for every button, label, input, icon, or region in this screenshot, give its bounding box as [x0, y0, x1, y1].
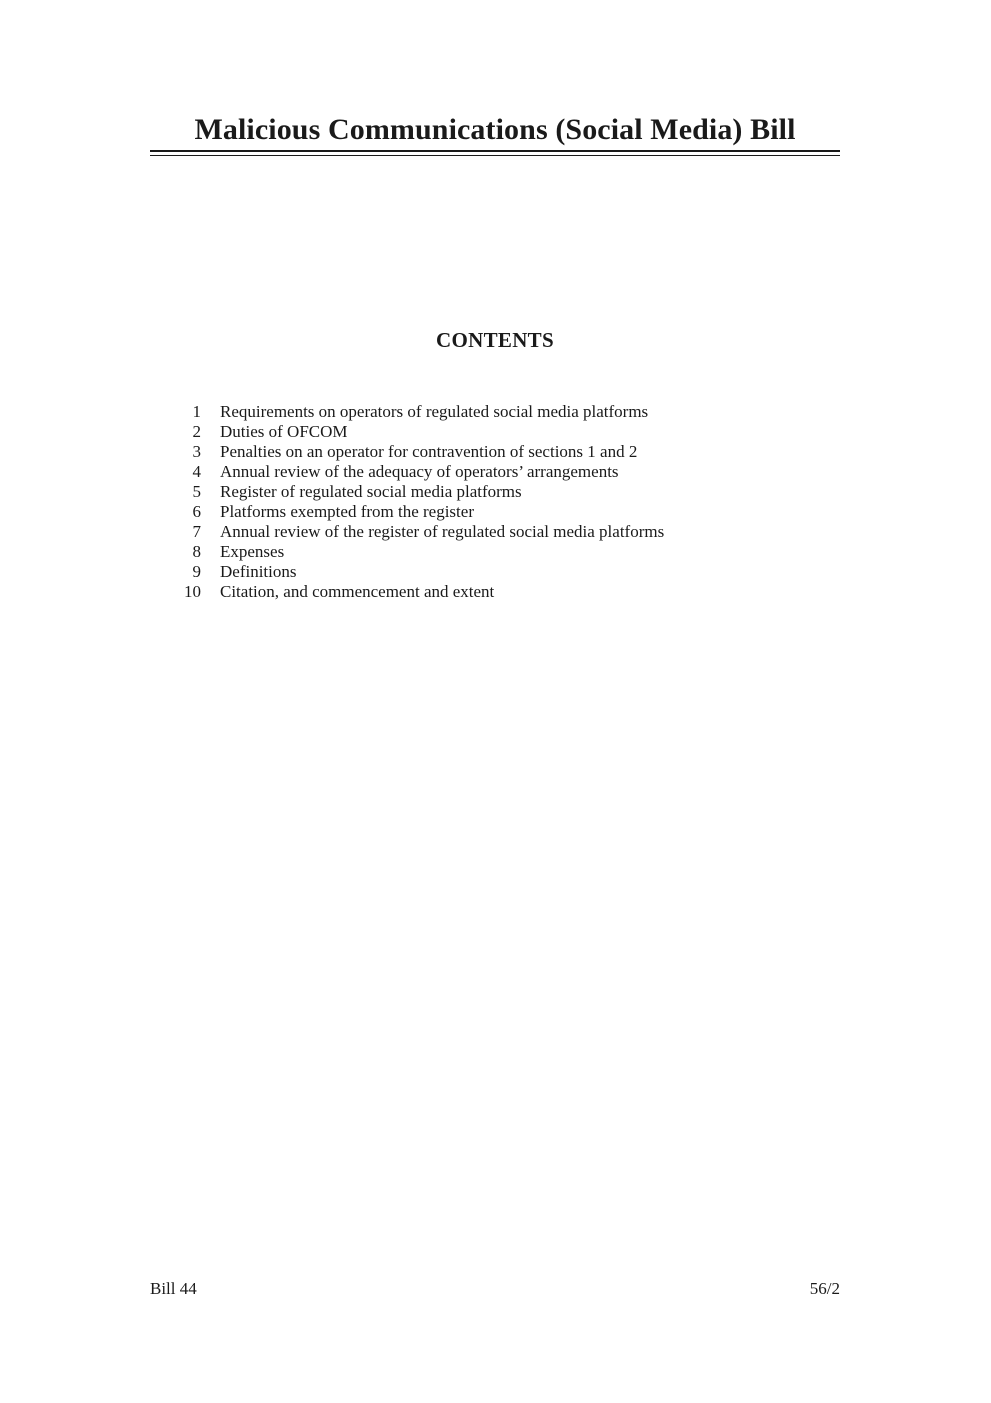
page-title: Malicious Communications (Social Media) Bill: [194, 113, 796, 146]
contents-entry-text: Expenses: [220, 542, 285, 561]
contents-entry: [170, 542, 810, 562]
contents-entry-text: Platforms exempted from the register: [220, 502, 474, 521]
contents-entry-text: Requirements on operators of regulated social media platforms: [220, 402, 649, 421]
contents-entry-number: 2: [192, 422, 201, 441]
contents-entry-text: Definitions: [220, 562, 297, 581]
contents-list: [170, 402, 810, 602]
contents-entry-number: 1: [192, 402, 201, 421]
title-rule-thin: [150, 155, 840, 156]
footer-bill-label: Bill 44: [150, 1279, 197, 1298]
contents-entry: [170, 462, 810, 482]
contents-heading: CONTENTS: [436, 328, 554, 352]
contents-entry: [170, 482, 810, 502]
contents-entry-text: Duties of OFCOM: [220, 422, 348, 441]
footer-bill-number: 56/2: [809, 1279, 840, 1298]
contents-entry: [170, 442, 810, 462]
contents-entry-text: Register of regulated social media platforms: [220, 482, 522, 501]
contents-entry-text: Penalties on an operator for contravention of sections 1 and 2: [220, 442, 638, 461]
contents-entry: [170, 522, 810, 542]
contents-entry-number: 10: [184, 582, 201, 601]
title-rule-thick: [150, 150, 840, 152]
contents-entry: [170, 422, 810, 442]
contents-entry-number: 9: [192, 562, 201, 581]
contents-entry-text: Citation, and commencement and extent: [220, 582, 495, 601]
contents-entry-number: 7: [192, 522, 201, 541]
contents-entry-number: 6: [192, 502, 201, 521]
contents-entry: [170, 562, 810, 582]
contents-entry-number: 8: [192, 542, 201, 561]
contents-entry-number: 5: [192, 482, 201, 501]
contents-entry-text: Annual review of the adequacy of operators’ arrangements: [220, 462, 619, 481]
contents-entry: [170, 582, 810, 602]
contents-entry-number: 4: [192, 462, 201, 481]
contents-entry: [170, 502, 810, 522]
contents-entry-text: Annual review of the register of regulated social media platforms: [220, 522, 665, 541]
contents-entry-number: 3: [192, 442, 201, 461]
contents-entry: [170, 402, 810, 422]
